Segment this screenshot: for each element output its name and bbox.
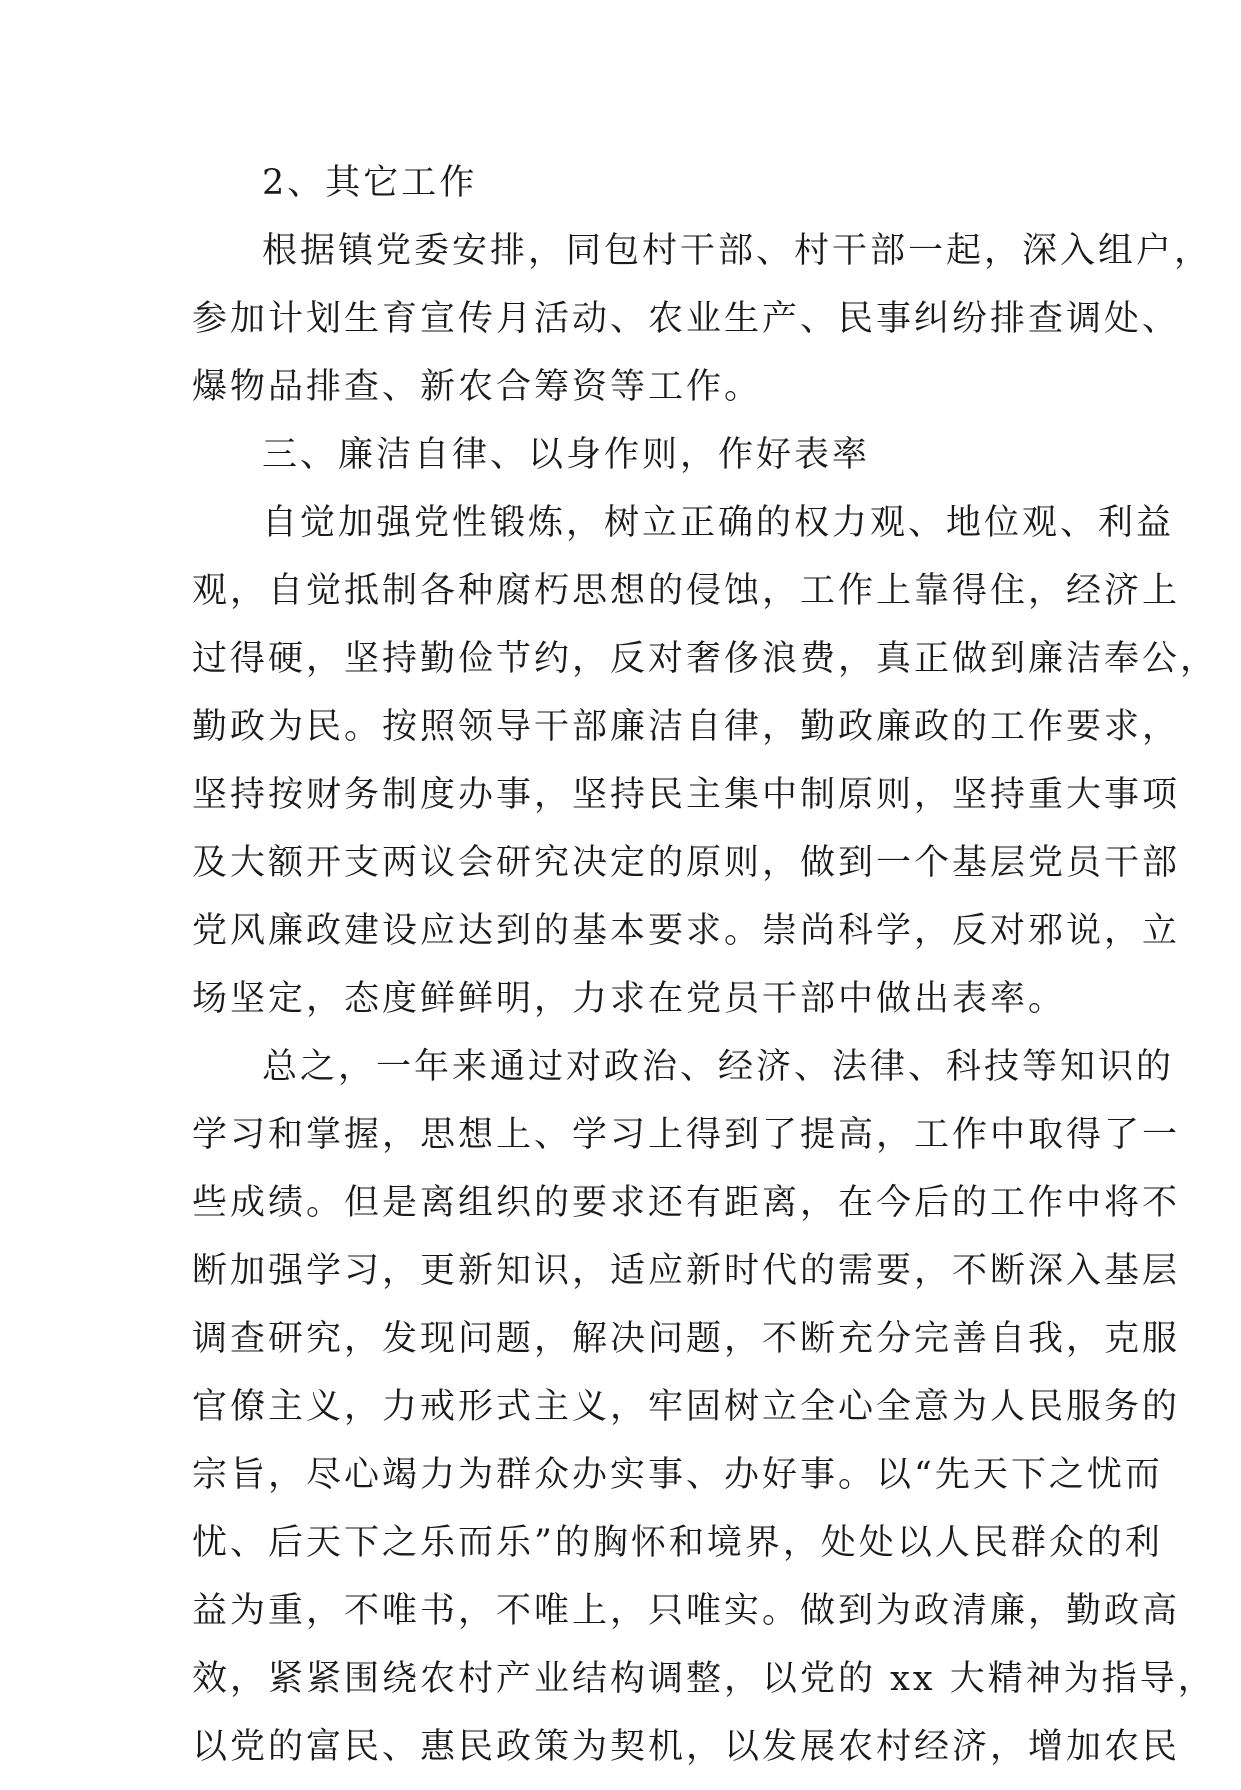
paragraph-line: 效，紧紧围绕农村产业结构调整，以党的 xx 大精神为指导， — [192, 1659, 1216, 1699]
paragraph-line: 党风廉政建设应达到的基本要求。崇尚科学，反对邪说，立 — [192, 911, 1181, 951]
paragraph-line: 些成绩。但是离组织的要求还有距离，在今后的工作中将不 — [192, 1183, 1181, 1223]
paragraph-line: 以党的富民、惠民政策为契机，以发展农村经济，增加农民 — [192, 1727, 1181, 1767]
paragraph-line: 观，自觉抵制各种腐朽思想的侵蚀，工作上靠得住，经济上 — [192, 571, 1181, 611]
paragraph-line: 根据镇党委安排，同包村干部、村干部一起，深入组户， — [262, 231, 1213, 271]
section-heading: 三、廉洁自律、以身作则，作好表率 — [262, 435, 871, 475]
paragraph-line: 忧、后天下之乐而乐”的胸怀和境界，处处以人民群众的利 — [192, 1523, 1163, 1563]
paragraph-line: 场坚定，态度鲜鲜明，力求在党员干部中做出表率。 — [192, 979, 1067, 1019]
paragraph-line: 调查研究，发现问题，解决问题，不断充分完善自我，克服 — [192, 1319, 1181, 1359]
paragraph-line: 坚持按财务制度办事，坚持民主集中制原则，坚持重大事项 — [192, 775, 1181, 815]
paragraph-line: 断加强学习，更新知识，适应新时代的需要，不断深入基层 — [192, 1251, 1181, 1291]
paragraph-line: 自觉加强党性锻炼，树立正确的权力观、地位观、利益 — [262, 503, 1175, 543]
paragraph-line: 勤政为民。按照领导干部廉洁自律，勤政廉政的工作要求， — [192, 707, 1181, 747]
paragraph-line: 过得硬，坚持勤俭节约，反对奢侈浪费，真正做到廉洁奉公， — [192, 639, 1219, 679]
subheading-other-work: 2、其它工作 — [262, 163, 478, 203]
body-text — [192, 158, 1219, 1790]
paragraph-line: 及大额开支两议会研究决定的原则，做到一个基层党员干部 — [192, 843, 1181, 883]
paragraph-line: 宗旨，尽心竭力为群众办实事、办好事。以“先天下之忧而 — [192, 1455, 1163, 1495]
paragraph-line: 学习和掌握，思想上、学习上得到了提高，工作中取得了一 — [192, 1115, 1181, 1155]
paragraph-line: 总之，一年来通过对政治、经济、法律、科技等知识的 — [262, 1047, 1175, 1087]
paragraph-line: 爆物品排查、新农合筹资等工作。 — [192, 367, 763, 407]
paragraph-line: 参加计划生育宣传月活动、农业生产、民事纠纷排查调处、 — [192, 299, 1181, 339]
paragraph-line: 官僚主义，力戒形式主义，牢固树立全心全意为人民服务的 — [192, 1387, 1181, 1427]
paragraph-line: 益为重，不唯书，不唯上，只唯实。做到为政清廉，勤政高 — [192, 1591, 1181, 1631]
